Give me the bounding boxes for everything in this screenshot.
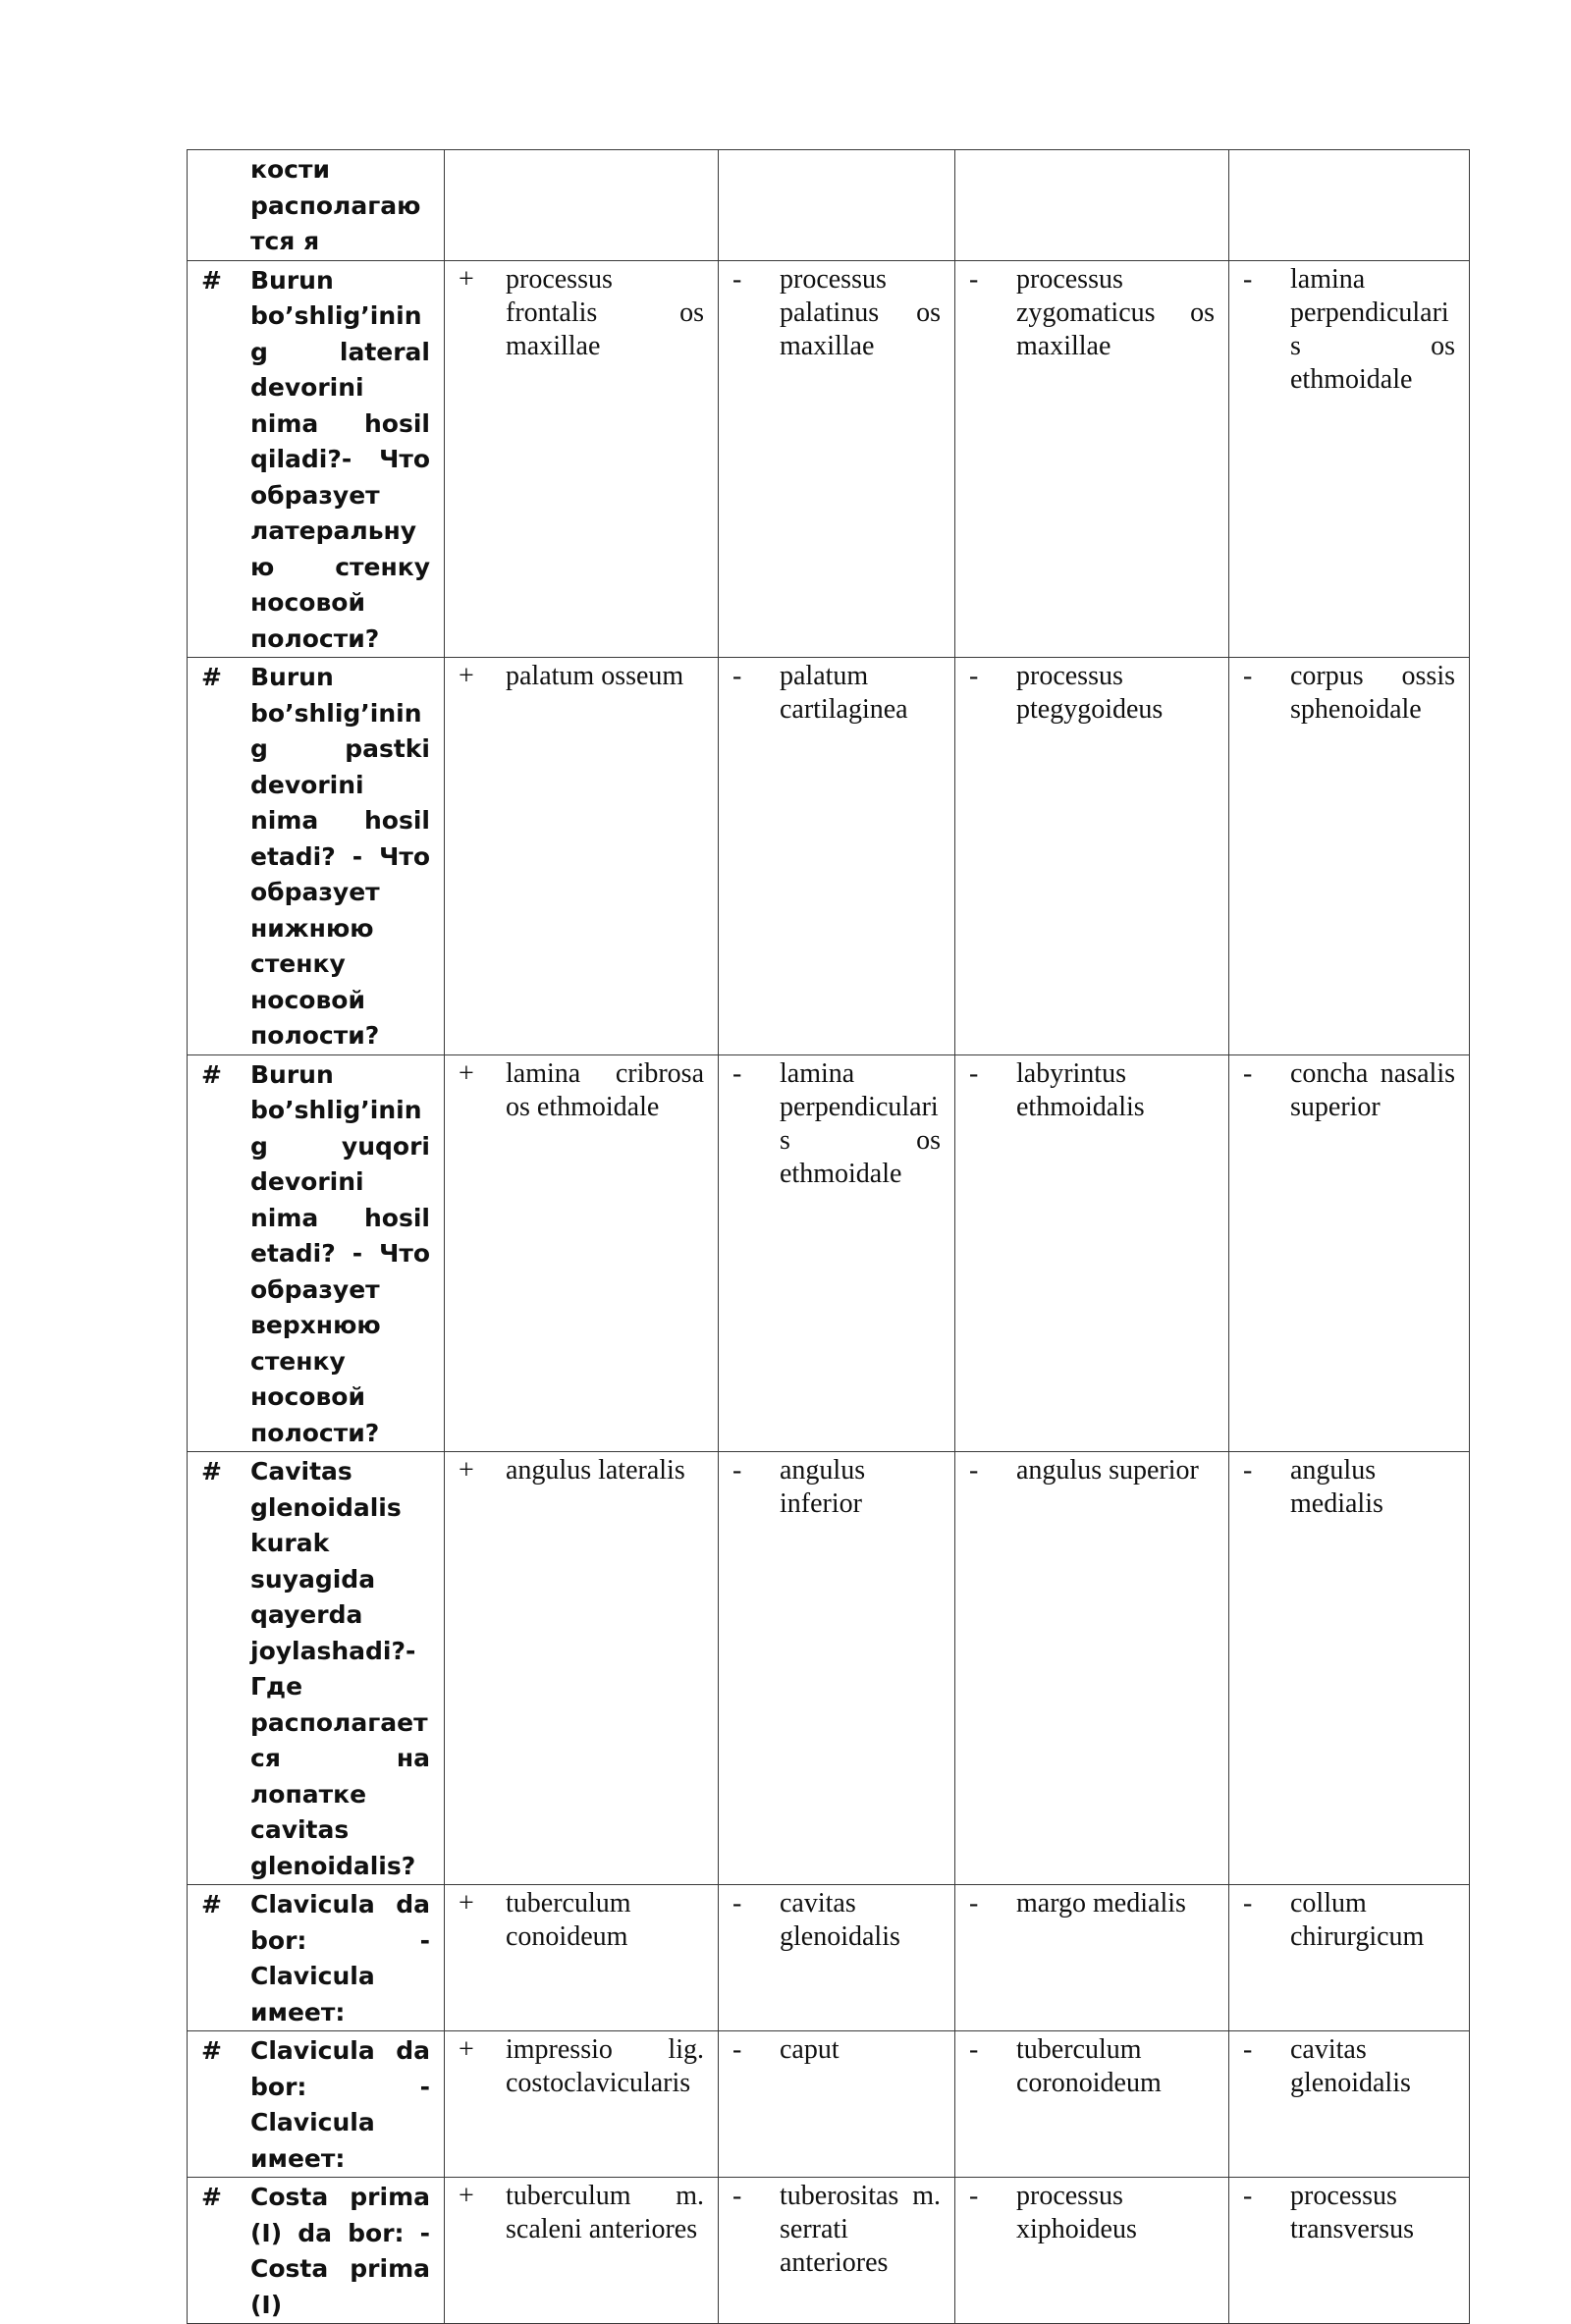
answer-cell (1229, 658, 1470, 1055)
answer-cell (445, 1452, 719, 1885)
answer-cell (719, 2031, 955, 2178)
answer-text: collum chirurgicum (1290, 1888, 1425, 1952)
answer-text: processus palatinus os maxillae (780, 263, 941, 361)
table-row (188, 2178, 1470, 2324)
answer-text: caput (780, 2034, 840, 2065)
question-cell (188, 1885, 445, 2031)
answer-text: lamina cribrosa os ethmoidale (506, 1057, 704, 1122)
answer-text: palatum cartilaginea (780, 661, 908, 725)
question-text: Cavitas glenoidalis kurak suyagida qayerda joylashadi?- Где располагается на лопатке cavitas glenoidalis? (250, 1457, 430, 1880)
answer-cell (719, 1885, 955, 2031)
answer-text (506, 150, 704, 152)
answer-text: palatum osseum (506, 661, 684, 691)
answer-mark: + (459, 1888, 474, 1919)
answer-text (1290, 150, 1455, 152)
question-cell (188, 1054, 445, 1452)
question-text: кости располагаются я (250, 155, 421, 255)
answer-cell (955, 658, 1229, 1055)
answer-text: processus transversus (1290, 2181, 1414, 2244)
question-marker: # (201, 1890, 222, 1919)
question-marker: # (201, 663, 222, 691)
answer-mark: - (969, 2034, 979, 2065)
answer-text (780, 150, 941, 152)
answer-cell (445, 260, 719, 658)
question-cell (188, 150, 445, 261)
answer-mark: - (732, 263, 742, 295)
question-text: Burun bo’shlig’ining yuqori devorini nima hosil etadi? - Что образует верхнюю стенку носовой полости? (250, 1059, 430, 1447)
answer-mark: - (732, 1455, 742, 1486)
answer-cell (719, 150, 955, 261)
answer-text: angulus lateralis (506, 1455, 685, 1486)
answer-mark: - (1243, 1057, 1253, 1089)
question-marker: # (201, 265, 222, 295)
answer-text (1016, 150, 1215, 152)
question-cell (188, 260, 445, 658)
question-text: Clavicula da bor: - Clavicula имеет: (250, 1890, 430, 2027)
answer-mark: - (969, 661, 979, 691)
answer-mark: - (969, 1455, 979, 1486)
answer-mark: + (459, 2034, 474, 2065)
question-text: Burun bo’shlig’ining pastki devorini nima hosil etadi? - Что образует нижнюю стенку носовой полости? (250, 663, 430, 1050)
answer-cell (1229, 260, 1470, 658)
question-text: Costa prima (I) da bor: - Costa prima (I) (250, 2183, 430, 2319)
answer-text: margo medialis (1016, 1888, 1186, 1919)
answer-mark: + (459, 2181, 474, 2211)
answer-cell (955, 1452, 1229, 1885)
answer-text: lamina perpendicularis os ethmoidale (1290, 263, 1455, 395)
answer-mark: - (1243, 2181, 1253, 2211)
answer-mark: + (459, 661, 474, 691)
answer-text: concha nasalis superior (1290, 1057, 1455, 1122)
question-cell (188, 1452, 445, 1885)
answer-mark: - (732, 661, 742, 691)
answer-text: lamina perpendicularis os ethmoidale (780, 1057, 941, 1189)
answer-text: cavitas glenoidalis (1290, 2034, 1411, 2098)
table-row (188, 2031, 1470, 2178)
answer-text: tuberculum coronoideum (1016, 2034, 1162, 2098)
answer-text: corpus ossis sphenoidale (1290, 661, 1455, 725)
answer-cell (719, 1054, 955, 1452)
answer-cell (1229, 2031, 1470, 2178)
answer-text: angulus superior (1016, 1455, 1199, 1486)
answer-cell (1229, 1885, 1470, 2031)
answer-mark: - (1243, 1455, 1253, 1486)
answer-mark: - (732, 2034, 742, 2065)
question-marker: # (201, 1059, 222, 1089)
answer-mark: - (1243, 2034, 1253, 2065)
answer-cell (955, 2031, 1229, 2178)
answer-mark: - (969, 263, 979, 295)
answer-cell (1229, 1054, 1470, 1452)
answer-cell (445, 2178, 719, 2324)
question-marker: # (201, 1457, 222, 1486)
answer-cell (955, 1054, 1229, 1452)
answer-mark: - (732, 1057, 742, 1089)
answer-cell (955, 150, 1229, 261)
answer-cell (955, 2178, 1229, 2324)
quiz-table (187, 149, 1470, 2324)
answer-mark: - (969, 2181, 979, 2211)
answer-text: processus frontalis os maxillae (506, 263, 704, 361)
answer-cell (445, 2031, 719, 2178)
answer-text: cavitas glenoidalis (780, 1888, 900, 1952)
question-marker: # (201, 2183, 222, 2211)
answer-mark: - (1243, 1888, 1253, 1919)
answer-text: processus ptegygoideus (1016, 661, 1164, 725)
answer-text: angulus medialis (1290, 1455, 1383, 1519)
question-marker: # (201, 2036, 222, 2065)
answer-cell (445, 150, 719, 261)
question-cell (188, 658, 445, 1055)
answer-cell (445, 658, 719, 1055)
answer-cell (1229, 1452, 1470, 1885)
table-row (188, 1885, 1470, 2031)
answer-cell (719, 1452, 955, 1885)
answer-cell (955, 260, 1229, 658)
answer-text: impressio lig. costoclavicularis (506, 2034, 704, 2098)
answer-text: processus xiphoideus (1016, 2181, 1137, 2244)
answer-mark: - (1243, 263, 1253, 295)
question-cell (188, 2031, 445, 2178)
answer-mark: + (459, 263, 474, 295)
answer-cell (445, 1885, 719, 2031)
answer-cell (719, 2178, 955, 2324)
answer-mark: + (459, 1057, 474, 1089)
answer-cell (1229, 150, 1470, 261)
question-cell (188, 2178, 445, 2324)
answer-text: tuberculum conoideum (506, 1888, 631, 1952)
answer-text: processus zygomaticus os maxillae (1016, 263, 1215, 361)
answer-mark: - (969, 1057, 979, 1089)
table-row (188, 260, 1470, 658)
table-row (188, 1054, 1470, 1452)
answer-cell (1229, 2178, 1470, 2324)
answer-cell (955, 1885, 1229, 2031)
answer-mark: - (732, 2181, 742, 2211)
answer-text: tuberculum m. scaleni anteriores (506, 2181, 704, 2244)
answer-mark: - (1243, 661, 1253, 691)
table-row (188, 150, 1470, 261)
table-row (188, 1452, 1470, 1885)
table-row (188, 658, 1470, 1055)
answer-cell (445, 1054, 719, 1452)
answer-cell (719, 260, 955, 658)
answer-text: labyrintus ethmoidalis (1016, 1057, 1145, 1122)
question-text: Burun bo’shlig’ining lateral devorini nima hosil qiladi?- Что образует латеральную стенку носовой полости? (250, 265, 430, 653)
answer-mark: - (732, 1888, 742, 1919)
answer-cell (719, 658, 955, 1055)
answer-text: tuberositas m. serrati anteriores (780, 2181, 941, 2278)
answer-text: angulus inferior (780, 1455, 866, 1519)
answer-mark: + (459, 1455, 474, 1486)
question-text: Clavicula da bor: - Clavicula имеет: (250, 2036, 430, 2173)
answer-mark: - (969, 1888, 979, 1919)
